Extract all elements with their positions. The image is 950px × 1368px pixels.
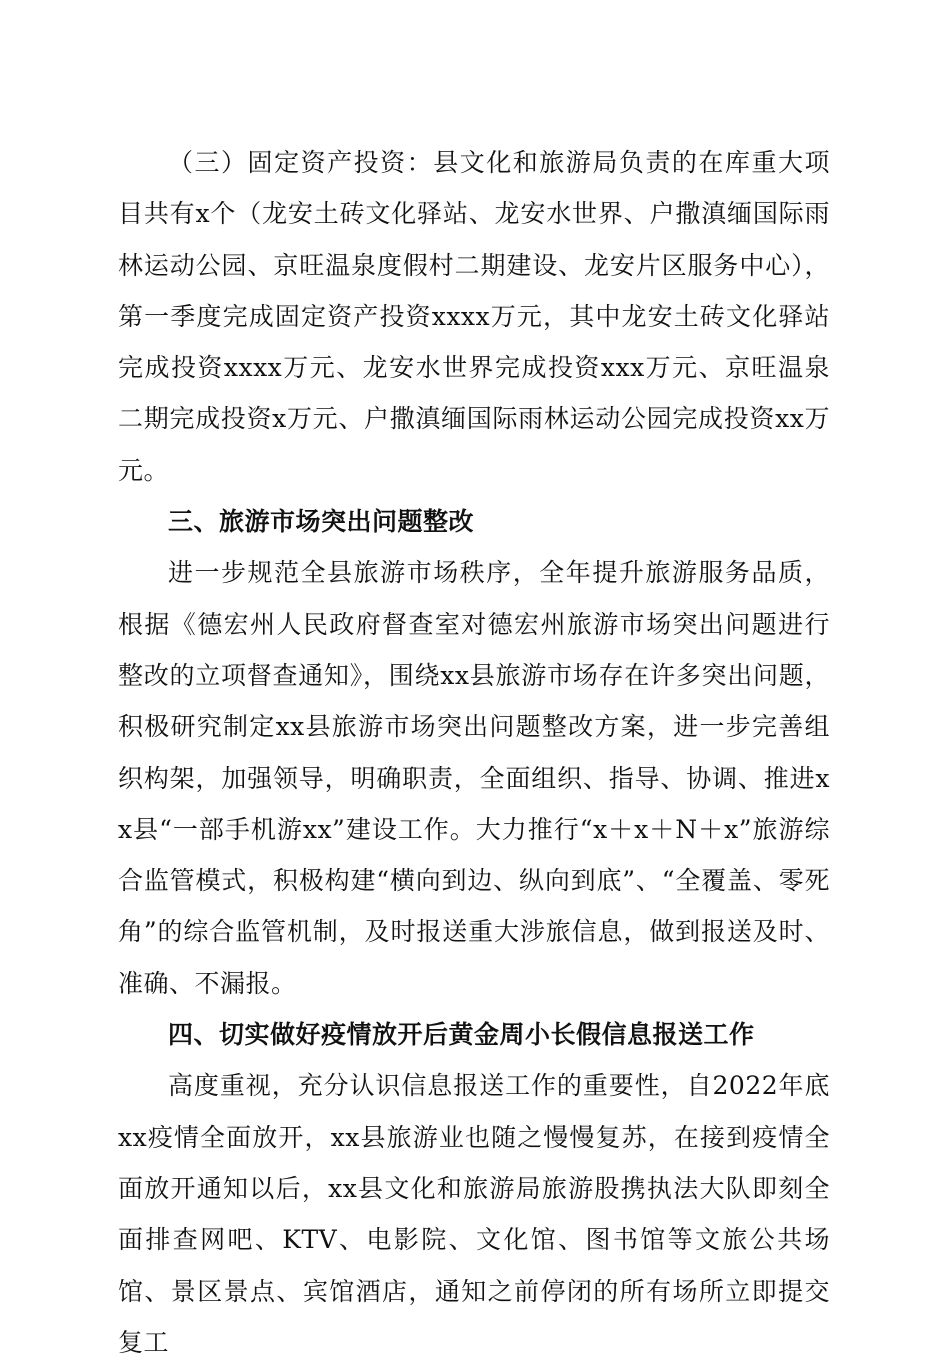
section-heading-4: 四、切实做好疫情放开后黄金周小长假信息报送工作 [168, 1020, 755, 1050]
paragraph-market-rectification: 进一步规范全县旅游市场秩序，全年提升旅游服务品质，根据《德宏州人民政府督查室对德宏州旅游市场突出问题进行整改的立项督查通知》，围绕xx县旅游市场存在许多突出问题，积极研究制定xx县旅游市场突出问题整改方案，进一步完善组织构架，加强领导，明确职责，全面组织、指导、协调、推进xx县“一部手机游xx”建设工作。大力推行“x＋x＋N＋x”旅游综合监管模式，积极构建“横向到边、纵向到底”、“全覆盖、零死角”的综合监管机制，及时报送重大涉旅信息，做到报送及时、准确、不漏报。 [118, 558, 830, 998]
section-heading-3: 三、旅游市场突出问题整改 [168, 507, 475, 537]
paragraph-fixed-asset-investment: （三）固定资产投资：县文化和旅游局负责的在库重大项目共有x个（龙安土砖文化驿站、龙安水世界、户撒滇缅国际雨林运动公园、京旺温泉度假村二期建设、龙安片区服务中心），第一季度完成固定资产投资xxxx万元，其中龙安土砖文化驿站完成投资xxxx万元、龙安水世界完成投资xxx万元、京旺温泉二期完成投资x万元、户撒滇缅国际雨林运动公园完成投资xx万元。 [118, 148, 830, 485]
document-page [118, 137, 830, 1368]
paragraph-information-reporting: 高度重视，充分认识信息报送工作的重要性，自2022年底xx疫情全面放开，xx县旅游业也随之慢慢复苏，在接到疫情全面放开通知以后，xx县文化和旅游局旅游股携执法大队即刻全面排查网吧、KTV、电影院、文化馆、图书馆等文旅公共场馆、景区景点、宾馆酒店，通知之前停闭的所有场所立即提交复工 [118, 1071, 830, 1357]
